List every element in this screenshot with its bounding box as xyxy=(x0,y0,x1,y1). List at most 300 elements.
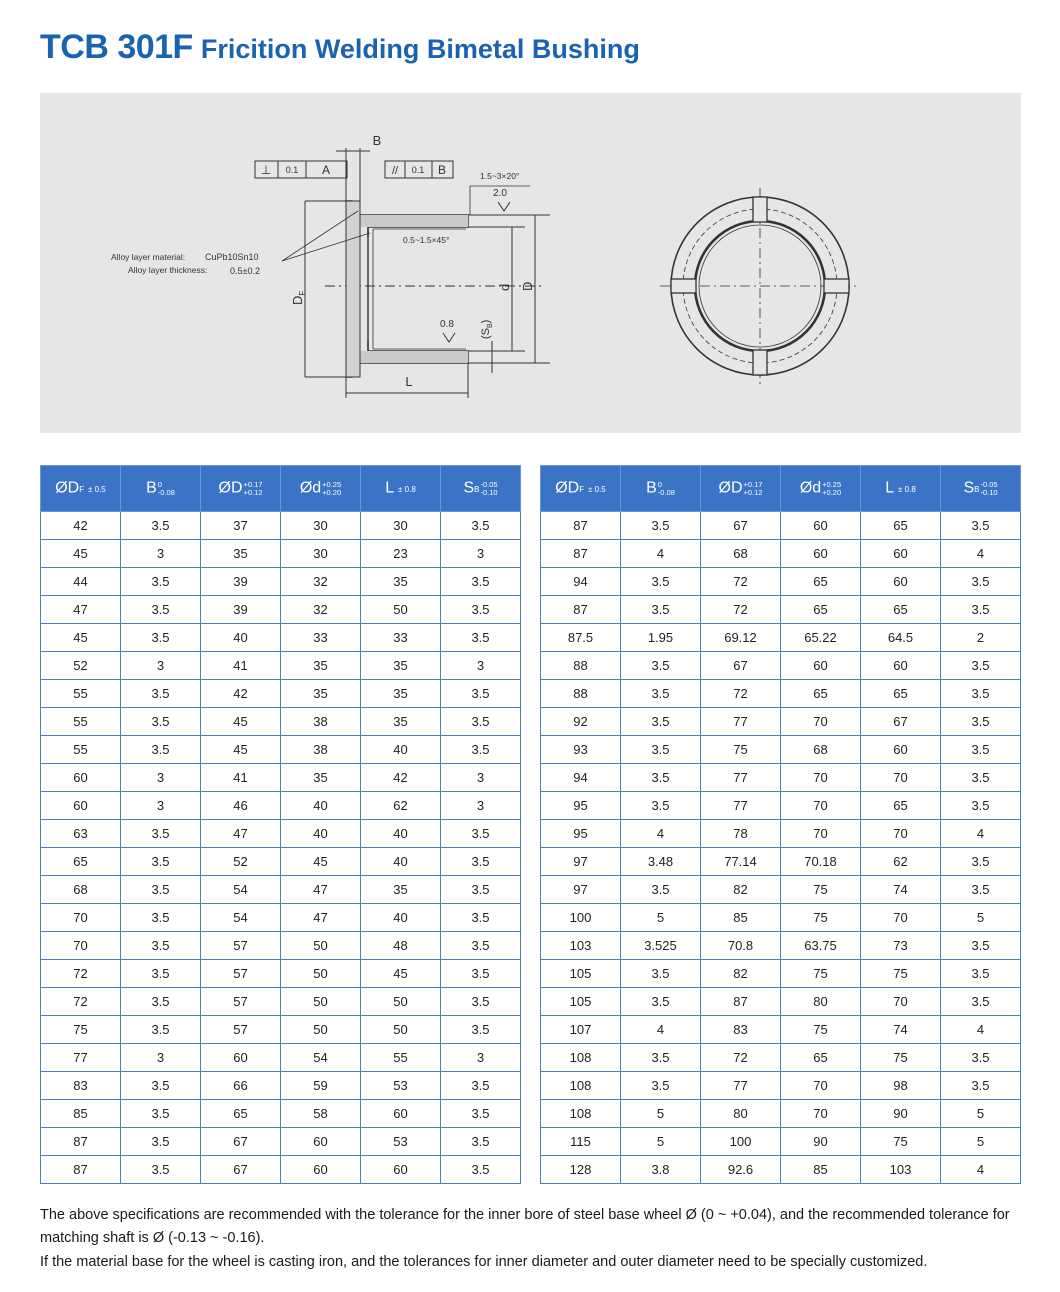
dim-SB-label: (S xyxy=(480,328,492,339)
dim-SB-sub: B xyxy=(487,323,494,328)
table-cell: 83 xyxy=(701,1016,781,1044)
table-cell: 3 xyxy=(441,792,521,820)
table-row xyxy=(41,652,521,680)
table-cell: 3.5 xyxy=(121,960,201,988)
perp-datum: A xyxy=(321,163,331,177)
header-d-inner: Ød+0.25 +0.20 xyxy=(781,466,861,512)
table-cell: 3.5 xyxy=(121,1072,201,1100)
table-cell: 48 xyxy=(361,932,441,960)
table-cell: 3.5 xyxy=(441,820,521,848)
table-cell: 95 xyxy=(541,792,621,820)
table-cell: 3 xyxy=(121,1044,201,1072)
dim-DF-sub: F xyxy=(298,290,307,296)
table-cell: 3.5 xyxy=(121,736,201,764)
table-row xyxy=(541,1100,1021,1128)
roughness-outer-label: 2.0 xyxy=(493,188,507,199)
table-cell: 70 xyxy=(781,764,861,792)
header-sb: SB-0.05 -0.10 xyxy=(441,466,521,512)
table-cell: 85 xyxy=(41,1100,121,1128)
table-cell: 87 xyxy=(541,512,621,540)
table-cell: 3.5 xyxy=(441,848,521,876)
table-cell: 3.5 xyxy=(121,708,201,736)
table-row xyxy=(41,624,521,652)
table-cell: 3.5 xyxy=(941,764,1021,792)
table-cell: 67 xyxy=(701,652,781,680)
table-cell: 3 xyxy=(121,792,201,820)
table-row xyxy=(541,1016,1021,1044)
table-cell: 39 xyxy=(201,596,281,624)
table-cell: 87 xyxy=(541,540,621,568)
table-cell: 5 xyxy=(621,1128,701,1156)
header-b: B0 -0.08 xyxy=(621,466,701,512)
table-row xyxy=(541,1072,1021,1100)
table-cell: 4 xyxy=(941,540,1021,568)
chamfer-inner-label: 0.5~1.5×45° xyxy=(403,235,450,245)
table-cell: 3.5 xyxy=(441,736,521,764)
table-cell: 3.5 xyxy=(121,1128,201,1156)
table-cell: 54 xyxy=(201,876,281,904)
perp-tolerance-value: 0.1 xyxy=(285,165,299,175)
table-cell: 77.14 xyxy=(701,848,781,876)
table-cell: 82 xyxy=(701,876,781,904)
table-cell: 35 xyxy=(281,680,361,708)
table-cell: 100 xyxy=(701,1128,781,1156)
table-row xyxy=(41,792,521,820)
table-cell: 87 xyxy=(41,1156,121,1184)
table-cell: 72 xyxy=(701,568,781,596)
table-cell: 55 xyxy=(41,708,121,736)
header-d-outer: ØD+0.17 +0.12 xyxy=(201,466,281,512)
table-cell: 60 xyxy=(781,540,861,568)
table-cell: 70 xyxy=(781,1072,861,1100)
table-cell: 66 xyxy=(201,1072,281,1100)
alloy-thickness-value: 0.5±0.2 xyxy=(230,266,260,276)
header-df: ØDF ± 0.5 xyxy=(541,466,621,512)
table-row xyxy=(41,596,521,624)
table-row xyxy=(41,848,521,876)
table-row xyxy=(541,792,1021,820)
bushing-drawing-svg xyxy=(40,93,1021,433)
table-cell: 108 xyxy=(541,1100,621,1128)
table-cell: 3.5 xyxy=(441,708,521,736)
roughness-mark-outer xyxy=(498,202,510,211)
table-cell: 5 xyxy=(621,904,701,932)
table-cell: 5 xyxy=(941,904,1021,932)
table-cell: 94 xyxy=(541,764,621,792)
table-row xyxy=(541,1128,1021,1156)
table-cell: 50 xyxy=(361,988,441,1016)
table-cell: 3.5 xyxy=(441,512,521,540)
table-header-row xyxy=(541,466,1021,512)
header-d-outer: ØD+0.17 +0.12 xyxy=(701,466,781,512)
table-cell: 75 xyxy=(781,1016,861,1044)
table-cell: 70 xyxy=(861,988,941,1016)
table-cell: 52 xyxy=(201,848,281,876)
upper-hatch xyxy=(360,215,468,227)
table-cell: 3.5 xyxy=(621,764,701,792)
table-cell: 75 xyxy=(701,736,781,764)
table-cell: 64.5 xyxy=(861,624,941,652)
table-cell: 35 xyxy=(361,652,441,680)
table-cell: 3.5 xyxy=(441,1016,521,1044)
table-cell: 3 xyxy=(441,1044,521,1072)
table-cell: 30 xyxy=(281,540,361,568)
table-cell: 77 xyxy=(701,708,781,736)
table-cell: 90 xyxy=(781,1128,861,1156)
table-cell: 45 xyxy=(281,848,361,876)
table-cell: 60 xyxy=(861,652,941,680)
table-cell: 3 xyxy=(121,764,201,792)
table-cell: 3.5 xyxy=(121,680,201,708)
table-cell: 3.5 xyxy=(441,876,521,904)
table-row xyxy=(41,904,521,932)
table-cell: 3.5 xyxy=(941,988,1021,1016)
lower-hatch xyxy=(360,351,468,363)
table-cell: 68 xyxy=(781,736,861,764)
table-cell: 3.5 xyxy=(441,1156,521,1184)
table-cell: 87 xyxy=(541,596,621,624)
table-cell: 47 xyxy=(281,876,361,904)
table-cell: 38 xyxy=(281,708,361,736)
table-row xyxy=(541,708,1021,736)
spec-table-left xyxy=(40,465,521,1184)
table-cell: 50 xyxy=(281,960,361,988)
table-cell: 3.5 xyxy=(121,932,201,960)
table-cell: 77 xyxy=(41,1044,121,1072)
table-cell: 67 xyxy=(861,708,941,736)
table-cell: 65.22 xyxy=(781,624,861,652)
table-row xyxy=(541,540,1021,568)
table-cell: 47 xyxy=(281,904,361,932)
table-cell: 90 xyxy=(861,1100,941,1128)
table-row xyxy=(41,568,521,596)
table-cell: 37 xyxy=(201,512,281,540)
table-cell: 5 xyxy=(621,1100,701,1128)
table-cell: 40 xyxy=(281,792,361,820)
table-row xyxy=(541,988,1021,1016)
table-cell: 63.75 xyxy=(781,932,861,960)
table-cell: 41 xyxy=(201,764,281,792)
table-cell: 65 xyxy=(861,596,941,624)
table-cell: 73 xyxy=(861,932,941,960)
table-cell: 2 xyxy=(941,624,1021,652)
table-cell: 42 xyxy=(41,512,121,540)
table-cell: 60 xyxy=(281,1128,361,1156)
table-cell: 88 xyxy=(541,680,621,708)
table-cell: 47 xyxy=(41,596,121,624)
table-cell: 40 xyxy=(361,904,441,932)
table-row xyxy=(541,904,1021,932)
table-cell: 77 xyxy=(701,1072,781,1100)
table-cell: 65 xyxy=(781,1044,861,1072)
table-cell: 30 xyxy=(361,512,441,540)
dim-SB-close: ) xyxy=(480,319,492,324)
table-cell: 75 xyxy=(861,960,941,988)
table-cell: 41 xyxy=(201,652,281,680)
table-cell: 3.5 xyxy=(941,960,1021,988)
table-cell: 94 xyxy=(541,568,621,596)
header-l: L ± 0.8 xyxy=(861,466,941,512)
flange-hatch xyxy=(346,201,360,377)
table-row xyxy=(41,540,521,568)
roughness-inner-label: 0.8 xyxy=(440,319,454,330)
table-cell: 60 xyxy=(361,1156,441,1184)
dim-D-label: D xyxy=(520,281,535,291)
table-cell: 3.5 xyxy=(941,1044,1021,1072)
table-row xyxy=(541,848,1021,876)
table-cell: 3.5 xyxy=(941,736,1021,764)
table-cell: 3.5 xyxy=(121,1100,201,1128)
table-row xyxy=(41,960,521,988)
table-cell: 75 xyxy=(861,1044,941,1072)
table-cell: 3.5 xyxy=(441,1100,521,1128)
table-cell: 105 xyxy=(541,988,621,1016)
table-cell: 45 xyxy=(361,960,441,988)
table-cell: 35 xyxy=(361,568,441,596)
table-cell: 77 xyxy=(701,764,781,792)
table-cell: 40 xyxy=(361,736,441,764)
table-cell: 67 xyxy=(201,1156,281,1184)
table-cell: 68 xyxy=(701,540,781,568)
table-cell: 60 xyxy=(861,568,941,596)
table-cell: 60 xyxy=(41,764,121,792)
table-cell: 54 xyxy=(281,1044,361,1072)
header-d-inner: Ød+0.25 +0.20 xyxy=(281,466,361,512)
table-cell: 47 xyxy=(201,820,281,848)
table-row xyxy=(41,932,521,960)
table-cell: 108 xyxy=(541,1072,621,1100)
table-cell: 3.5 xyxy=(941,1072,1021,1100)
table-cell: 50 xyxy=(281,1016,361,1044)
table-cell: 70 xyxy=(781,708,861,736)
table-cell: 4 xyxy=(941,1156,1021,1184)
table-cell: 97 xyxy=(541,876,621,904)
table-cell: 60 xyxy=(781,512,861,540)
table-cell: 4 xyxy=(941,820,1021,848)
table-row xyxy=(41,680,521,708)
table-cell: 75 xyxy=(781,960,861,988)
table-cell: 3 xyxy=(121,540,201,568)
table-cell: 103 xyxy=(541,932,621,960)
table-cell: 57 xyxy=(201,932,281,960)
table-row xyxy=(541,1156,1021,1184)
table-cell: 74 xyxy=(861,876,941,904)
table-cell: 3.5 xyxy=(621,736,701,764)
table-cell: 60 xyxy=(41,792,121,820)
table-cell: 23 xyxy=(361,540,441,568)
table-row xyxy=(541,876,1021,904)
table-cell: 40 xyxy=(361,848,441,876)
slot-bottom xyxy=(753,350,767,375)
table-row xyxy=(541,624,1021,652)
table-cell: 3.5 xyxy=(441,988,521,1016)
table-cell: 75 xyxy=(781,876,861,904)
table-cell: 3.5 xyxy=(621,512,701,540)
table-cell: 3.5 xyxy=(441,1072,521,1100)
roughness-mark-inner xyxy=(443,333,455,342)
table-cell: 100 xyxy=(541,904,621,932)
table-cell: 3.8 xyxy=(621,1156,701,1184)
table-cell: 3.5 xyxy=(621,568,701,596)
page-title xyxy=(40,28,640,67)
table-cell: 53 xyxy=(361,1072,441,1100)
table-cell: 58 xyxy=(281,1100,361,1128)
table-row xyxy=(541,932,1021,960)
dim-SB-group xyxy=(480,320,494,339)
table-cell: 128 xyxy=(541,1156,621,1184)
table-cell: 63 xyxy=(41,820,121,848)
table-row xyxy=(541,568,1021,596)
table-cell: 3.5 xyxy=(441,904,521,932)
table-cell: 60 xyxy=(861,736,941,764)
header-l: L ± 0.8 xyxy=(361,466,441,512)
table-cell: 50 xyxy=(361,1016,441,1044)
table-cell: 3.5 xyxy=(121,568,201,596)
table-cell: 39 xyxy=(201,568,281,596)
table-cell: 65 xyxy=(861,680,941,708)
dim-L-label: L xyxy=(405,374,413,389)
table-cell: 3.5 xyxy=(941,568,1021,596)
table-cell: 72 xyxy=(41,988,121,1016)
table-cell: 55 xyxy=(41,680,121,708)
table-row xyxy=(41,736,521,764)
table-row xyxy=(41,708,521,736)
table-row xyxy=(41,1100,521,1128)
table-cell: 3.5 xyxy=(621,652,701,680)
table-cell: 70.8 xyxy=(701,932,781,960)
table-cell: 45 xyxy=(201,708,281,736)
table-cell: 62 xyxy=(361,792,441,820)
table-cell: 92 xyxy=(541,708,621,736)
table-cell: 45 xyxy=(201,736,281,764)
table-cell: 3.5 xyxy=(441,624,521,652)
table-cell: 3 xyxy=(441,652,521,680)
table-cell: 53 xyxy=(361,1128,441,1156)
table-cell: 60 xyxy=(781,652,861,680)
dim-DF-label: D xyxy=(290,295,305,305)
product-code: TCB 301F xyxy=(40,28,193,66)
table-cell: 93 xyxy=(541,736,621,764)
table-cell: 3.5 xyxy=(621,680,701,708)
table-cell: 83 xyxy=(41,1072,121,1100)
table-cell: 38 xyxy=(281,736,361,764)
table-cell: 3.5 xyxy=(621,1044,701,1072)
table-row xyxy=(41,988,521,1016)
table-cell: 3.525 xyxy=(621,932,701,960)
section-view xyxy=(255,148,550,398)
table-cell: 3.5 xyxy=(941,876,1021,904)
table-header-row xyxy=(41,466,521,512)
table-cell: 42 xyxy=(361,764,441,792)
table-cell: 3.5 xyxy=(621,988,701,1016)
table-row xyxy=(541,596,1021,624)
table-cell: 3.5 xyxy=(121,596,201,624)
table-row xyxy=(41,1072,521,1100)
end-view xyxy=(660,188,860,384)
product-name: Fricition Welding Bimetal Bushing xyxy=(200,34,640,64)
table-cell: 72 xyxy=(41,960,121,988)
table-cell: 3.5 xyxy=(621,960,701,988)
slot-left xyxy=(671,279,696,293)
table-cell: 3.5 xyxy=(941,708,1021,736)
table-cell: 67 xyxy=(701,512,781,540)
table-row xyxy=(41,876,521,904)
table-cell: 3.5 xyxy=(121,820,201,848)
table-cell: 57 xyxy=(201,1016,281,1044)
table-cell: 87 xyxy=(701,988,781,1016)
table-cell: 65 xyxy=(781,596,861,624)
header-sb: SB-0.05 -0.10 xyxy=(941,466,1021,512)
note-cast-iron: If the material base for the wheel is casting iron, and the tolerances for inner diameter and outer diameter need to be specially customized. xyxy=(40,1254,928,1270)
table-cell: 3.5 xyxy=(941,792,1021,820)
table-cell: 60 xyxy=(361,1100,441,1128)
table-cell: 87.5 xyxy=(541,624,621,652)
table-cell: 32 xyxy=(281,568,361,596)
table-cell: 70 xyxy=(41,904,121,932)
table-cell: 35 xyxy=(281,652,361,680)
table-cell: 82 xyxy=(701,960,781,988)
table-cell: 70 xyxy=(781,1100,861,1128)
table-cell: 46 xyxy=(201,792,281,820)
table-cell: 78 xyxy=(701,820,781,848)
table-cell: 65 xyxy=(861,512,941,540)
note-tolerance: The above specifications are recommended with the tolerance for the inner bore of steel base wheel Ø (0 ~ +0.04), and the recommended tolerance for matching shaft is Ø (-0.13 ~ -0.16). xyxy=(40,1207,1010,1246)
table-cell: 65 xyxy=(201,1100,281,1128)
table-cell: 80 xyxy=(701,1100,781,1128)
table-cell: 70 xyxy=(861,904,941,932)
table-cell: 70 xyxy=(861,764,941,792)
table-row xyxy=(541,820,1021,848)
par-tolerance-value: 0.1 xyxy=(411,165,425,175)
table-row xyxy=(541,512,1021,540)
table-row xyxy=(541,680,1021,708)
table-cell: 50 xyxy=(281,932,361,960)
alloy-thickness-label: Alloy layer thickness: xyxy=(128,265,208,275)
perpendicular-icon: ⊥ xyxy=(260,163,272,177)
spec-table-right xyxy=(540,465,1021,1184)
table-cell: 4 xyxy=(621,820,701,848)
table-cell: 80 xyxy=(781,988,861,1016)
parallel-icon: // xyxy=(391,165,399,177)
table-cell: 85 xyxy=(781,1156,861,1184)
table-cell: 85 xyxy=(701,904,781,932)
table-cell: 3.5 xyxy=(121,988,201,1016)
table-cell: 3.5 xyxy=(941,596,1021,624)
table-cell: 3.5 xyxy=(441,680,521,708)
table-cell: 67 xyxy=(201,1128,281,1156)
table-cell: 65 xyxy=(781,680,861,708)
table-row xyxy=(41,1156,521,1184)
table-cell: 92.6 xyxy=(701,1156,781,1184)
table-cell: 35 xyxy=(361,708,441,736)
table-cell: 59 xyxy=(281,1072,361,1100)
table-cell: 88 xyxy=(541,652,621,680)
table-cell: 3.5 xyxy=(941,680,1021,708)
table-cell: 5 xyxy=(941,1100,1021,1128)
table-cell: 45 xyxy=(41,624,121,652)
table-cell: 3.5 xyxy=(941,512,1021,540)
table-row xyxy=(41,1128,521,1156)
slot-right xyxy=(824,279,849,293)
table-cell: 50 xyxy=(281,988,361,1016)
table-cell: 72 xyxy=(701,680,781,708)
table-cell: 95 xyxy=(541,820,621,848)
table-cell: 72 xyxy=(701,1044,781,1072)
table-cell: 3.5 xyxy=(441,932,521,960)
header-df: ØDF ± 0.5 xyxy=(41,466,121,512)
table-cell: 65 xyxy=(781,568,861,596)
table-cell: 115 xyxy=(541,1128,621,1156)
